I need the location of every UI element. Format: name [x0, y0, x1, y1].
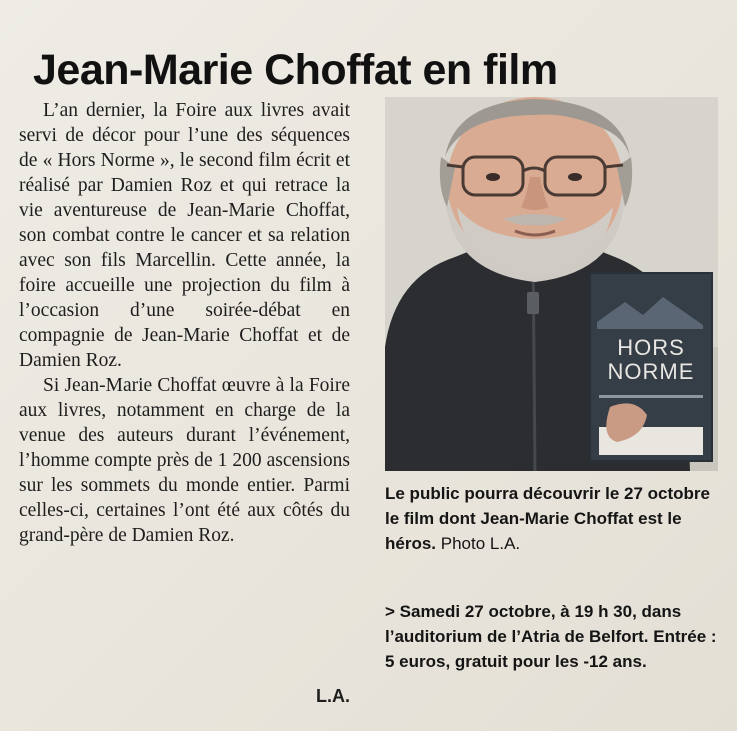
article-body — [19, 98, 350, 548]
caption-text: Le public pourra découvrir le 27 octobre le film dont Jean-Marie Choffat est le héros. — [385, 484, 710, 553]
portrait-illustration — [385, 97, 718, 471]
headline: Jean-Marie Choffat en film — [33, 45, 558, 94]
article-paragraph-1: L’an dernier, la Foire aux livres avait servi de décor pour l’une des séquences de « Hors Norme », le second film écrit et réalisé par Damien Roz et qui retrace la vie aventureuse de Jean-Marie Choffat, son combat contre le cancer et sa relation avec son fils Marcellin. Cette année, la foire accueille une projection du film à l’occasion d’une soirée-débat en compagnie de Jean-Marie Choffat et de Damien Roz. — [19, 100, 350, 371]
poster-title-line2: NORME — [607, 359, 695, 384]
poster-title-line1: HORS — [617, 335, 685, 360]
photo-caption — [385, 481, 725, 556]
article-photo — [385, 97, 718, 471]
photo-credit: Photo L.A. — [440, 534, 521, 553]
article-paragraph-2: Si Jean-Marie Choffat œuvre à la Foire aux livres, notamment en charge de la venue des auteurs durant l’événement, l’homme compte près de 1 200 ascensions sur les sommets du monde entier. Parmi celles-ci, certaines l’ont été aux côtés du grand-père de Damien Roz. — [19, 375, 350, 546]
event-info: > Samedi 27 octobre, à 19 h 30, dans l’auditorium de l’Atria de Belfort. Entrée : 5 euros, gratuit pour les -12 ans. — [385, 602, 717, 671]
byline: L.A. — [316, 686, 350, 706]
